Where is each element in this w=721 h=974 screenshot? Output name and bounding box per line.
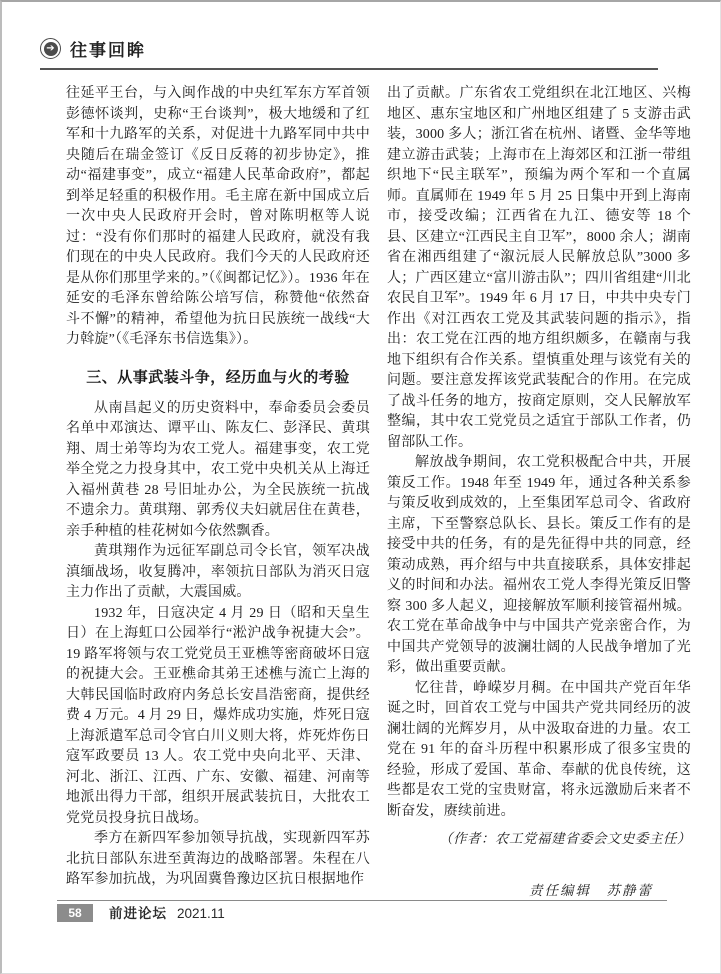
paragraph: 往延平王台，与入闽作战的中央红军东方军首领彭德怀谈判，史称“王台谈判”，极大地缓和了红军和十九路军的关系，对促进十九路军同中共中央随后在瑞金签订《反日反蒋的初步协定》，推动“福建事变”，成立“福建人民革命政府”，都起到举足轻重的积极作用。毛主席在新中国成立后一次中央人民政府开会时，曾对陈明枢等人说过：“没有你们那时的福建人民政府，就没有我们现在的中央人民政府。我们今天的人民政府还是从你们那里学来的。”（《闽都记忆》）。1936 年在延安的毛泽东曾给陈公培写信，称赞他“依然奋斗不懈”的精神，希望他为抗日民族统一战线“大力斡旋”（《毛泽东书信选集》）。 [66, 86, 370, 347]
right-column [387, 84, 691, 899]
left-column [66, 84, 370, 899]
paragraph: 解放战争期间，农工党积极配合中共，开展策反工作。1948 年至 1949 年，通过各种关系参与策反收到成效的，上至集团军总司令、省政府主席，下至警察总队长、县长。策反工作有的是接受中共的任务，有的是先征得中共的同意，经策动成熟，再介绍与中共直接联系，具体安排起义的时间和办法。福州农工党人李得光策反旧警察 300 多人起义，迎接解放军顺利接管福州城。农工党在革命战争中与中国共产党亲密合作，为中国共产党领导的波澜壮阔的人民战争增加了光彩，做出重要贡献。 [387, 455, 691, 675]
author-note: （作者：农工党福建省委会文史委主任） [439, 831, 691, 846]
article-body [66, 84, 691, 899]
paragraph: 黄琪翔作为远征军副总司令长官，领军决战滇缅战场，收复腾冲，率领抗日部队为消灭日寇主力作出了贡献，大震国威。 [66, 544, 370, 600]
section-brand [40, 36, 658, 61]
header-divider [40, 68, 658, 70]
page-header [40, 36, 658, 70]
paragraph: 季方在新四军参加领导抗战，实现新四军苏北抗日部队东进至黄海边的战略部署。朱程在八路军参加抗战，为巩固冀鲁豫边区抗日根据地作 [66, 831, 370, 887]
paragraph: 1932 年，日寇决定 4 月 29 日（昭和天皇生日）在上海虹口公园举行“淞沪战争祝捷大会”。19 路军将领与农工党党员王亚樵等密商破坏日寇的祝捷大会。王亚樵命其弟王述樵与流亡上海的大韩民国临时政府内务总长安昌浩密商，提供经费 4 万元。4 月 29 日，爆炸成功实施，炸死日寇上海派遣军总司令官白川义则大将，炸死炸伤日寇军政要员 13 人。农工党中央向北平、天津、河北、浙江、江西、广东、安徽、福建、河南等地派出得力干部，组织开展武装抗日，大批农工党党员投身抗日战场。 [66, 605, 370, 826]
paragraph: 出了贡献。广东省农工党组织在北江地区、兴梅地区、惠东宝地区和广州地区组建了 5 支游击武装，3000 多人；浙江省在杭州、诸暨、金华等地建立游击武装；上海市在上海郊区和江浙一带组织地下“民主联军”，预编为两个军和一个直属师。直属师在 1949 年 5 月 25 日集中开到上海南市，接受改编；江西省在九江、德安等 18 个县、区建立“江西民主自卫军”，8000 余人；湖南省在湘西组建了“溆沅辰人民解放总队”3000 多人；广西区建立“富川游击队”；四川省组建“川北农民自卫军”。1949 年 6 月 17 日，中共中央专门作出《对江西农工党及其武装问题的指示》，指出：农工党在江西的地方组织颇多，在赣南与我地下组织有合作关系。望慎重处理与该党有关的问题。要注意发挥该党武装配合的作用。在完成了战斗任务的地方，按商定原则，交人民解放军整编，其中农工党党员之适宜于部队工作者，仍留部队工作。 [387, 86, 691, 450]
editor-credit: 责任编辑 苏静蕾 [529, 883, 653, 898]
paragraph: 从南昌起义的历史资料中，奉命委员会委员名单中邓演达、谭平山、陈友仁、彭泽民、黄琪翔、周士弟等均为农工党人。福建事变，农工党举全党之力投身其中，农工党中央机关从上海迁入福州黄巷 28 号旧址办公，为全民族统一抗战不遗余力。黄琪翔、郭秀仪夫妇就居住在黄巷，亲手种植的桂花树如今依然飘香。 [66, 400, 370, 539]
footer-row [57, 902, 667, 923]
journal-issue: 2021.11 [177, 906, 225, 921]
page-number-badge: 58 [57, 904, 93, 922]
section-title: 往事回眸 [70, 41, 146, 60]
arrow-circle-icon: ➔ [40, 38, 61, 59]
journal-info [109, 902, 225, 923]
journal-name: 前进论坛 [109, 906, 167, 921]
section-heading: 三、从事武装斗争，经历血与火的考验 [86, 368, 350, 386]
paragraph: 忆往昔，峥嵘岁月稠。在中国共产党百年华诞之时，回首农工党与中国共产党共同经历的波澜壮阔的光辉岁月，从中汲取奋进的力量。农工党在 91 年的奋斗历程中积累形成了很多宝贵的经验，形成了爱国、革命、奉献的优良传统，这些都是农工党的宝贵财富，将永远激励后来者不断奋发，赓续前进。 [387, 680, 691, 819]
page-footer [57, 900, 667, 923]
